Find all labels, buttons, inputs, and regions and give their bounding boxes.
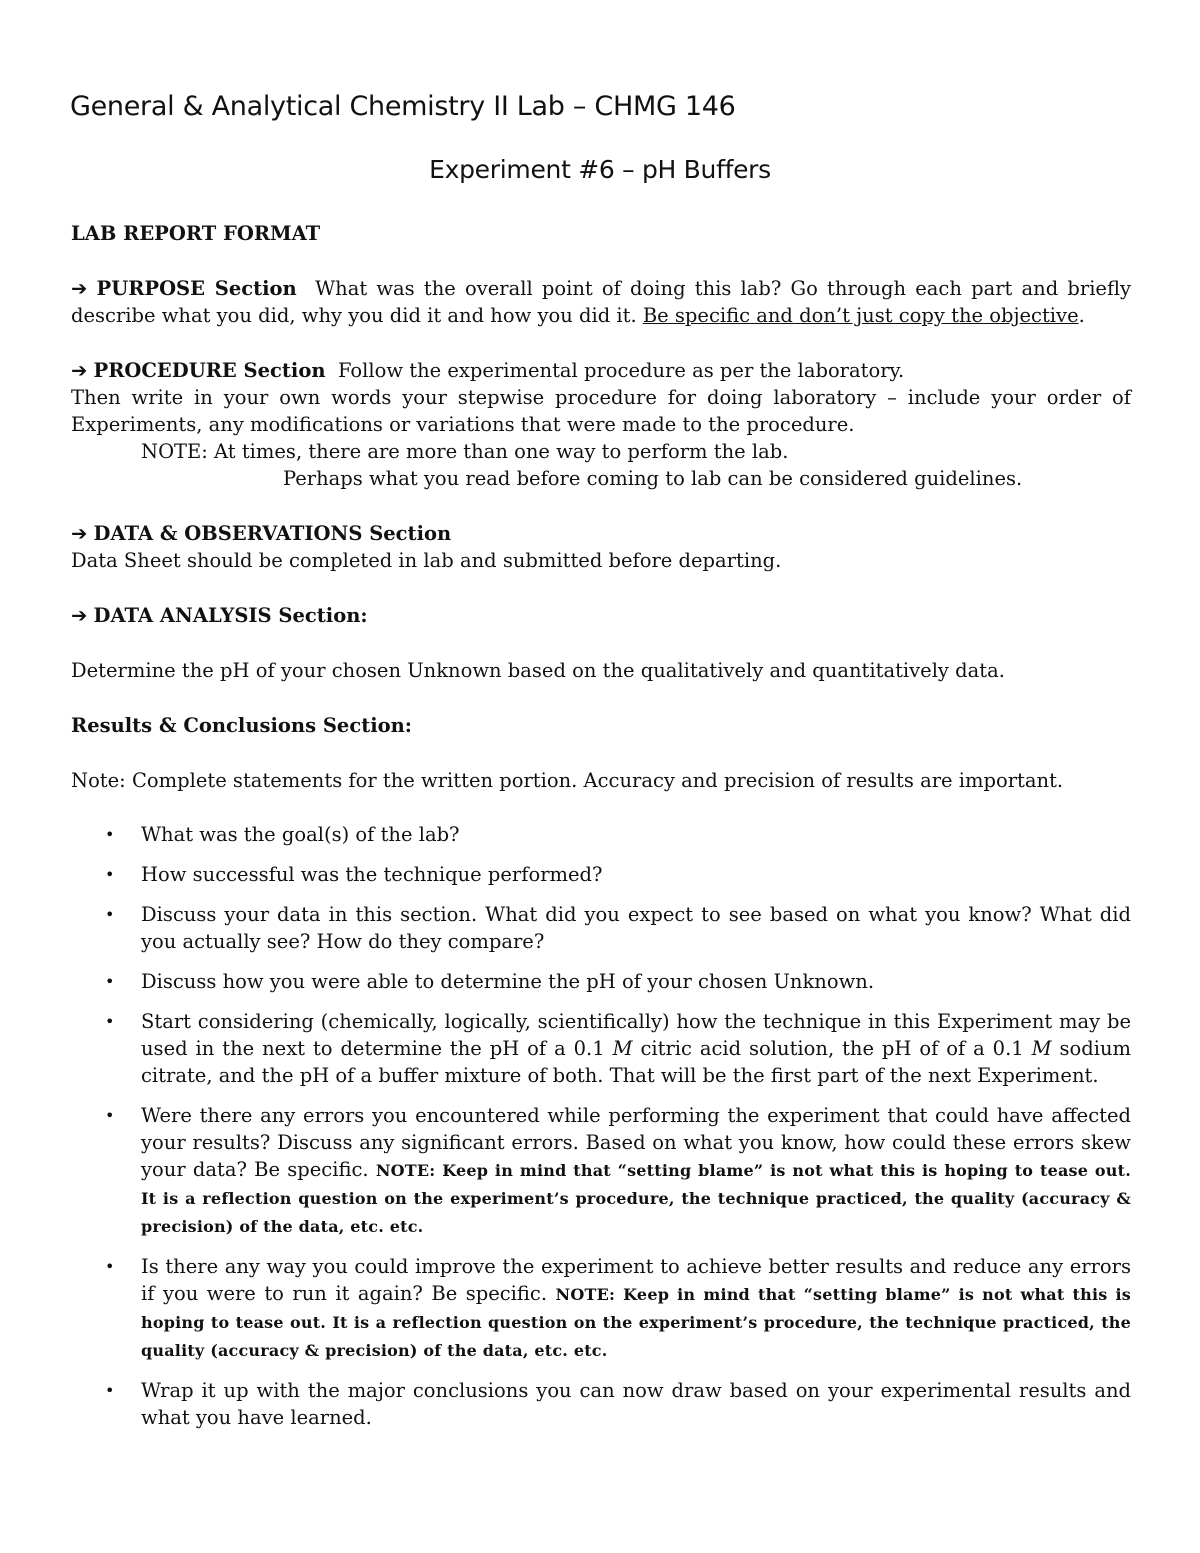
procedure-note-1: NOTE: At times, there are more than one way to perform the lab. [141, 440, 789, 463]
list-item [71, 1377, 1131, 1431]
list-item [71, 901, 1131, 955]
procedure-text-1: Follow the experimental procedure as per the laboratory. [337, 359, 905, 382]
bullet-icon: • [105, 972, 115, 991]
procedure-text-2: Then write in your own words your stepwise procedure for doing laboratory – include your order of Experiments, any modifications or variations that were made to the procedure. [71, 386, 1131, 436]
bullet-icon: • [105, 905, 115, 924]
arrow-right-icon: ➔ [71, 604, 88, 627]
list-item [71, 1253, 1131, 1364]
procedure-note-2: Perhaps what you read before coming to lab can be considered guidelines. [283, 467, 1023, 490]
results-conclusions-label: Results & Conclusions Section: [71, 714, 413, 737]
lab-report-format-heading: LAB REPORT FORMAT [71, 222, 321, 245]
data-observations-text: Data Sheet should be completed in lab and submitted before departing. [71, 549, 782, 572]
bullet-icon: • [105, 1381, 115, 1400]
arrow-right-icon: ➔ [71, 359, 88, 382]
data-observations-section [71, 520, 1131, 547]
bullet-icon: • [105, 1106, 115, 1125]
bullet-text: Discuss your data in this section. What did you expect to see based on what you know? What did you actually see? How do they compare? [141, 903, 1131, 953]
bullet-text-c: sodium citrate, and the pH of a buffer mixture of both. That will be the first part of the next Experiment. [141, 1037, 1132, 1087]
data-analysis-label: DATA ANALYSIS Section: [93, 604, 368, 627]
bullet-text: Is there any way you could improve the experiment to achieve better results and reduce any errors if you were to run it again? Be specific. [141, 1255, 1131, 1305]
bullet-text-a: Start considering (chemically, logically, scientifically) how the technique in this Experiment may be used in the next to determine the pH of a 0.1 [141, 1010, 1131, 1060]
procedure-label: PROCEDURE Section [93, 359, 326, 382]
list-item [71, 1008, 1131, 1089]
report-content [71, 220, 1131, 1444]
bullet-note: NOTE: Keep in mind that “setting blame” is not what this is hoping to tease out. It is a reflection question on the experiment’s procedure, the technique practiced, the quality (accuracy & precision) of the data, etc. etc. [141, 1161, 1132, 1236]
list-item [71, 861, 1131, 888]
bullet-text: How successful was the technique performed? [141, 863, 603, 886]
list-item [71, 1102, 1131, 1240]
molarity-symbol: M [612, 1037, 633, 1060]
bullet-text-b: citric acid solution, the pH of of a 0.1 [632, 1037, 1032, 1060]
bullet-text: Discuss how you were able to determine the pH of your chosen Unknown. [141, 970, 875, 993]
experiment-title: Experiment #6 – pH Buffers [429, 155, 771, 184]
bullet-icon: • [105, 825, 115, 844]
bullet-text: Were there any errors you encountered while performing the experiment that could have affected your results? Discuss any significant errors. Based on what you know, how could these errors skew your data? Be specific. [141, 1104, 1131, 1181]
data-analysis-section [71, 602, 1131, 629]
purpose-text: What was the overall point of doing this lab? Go through each part and briefly describe what you did, why you did it and how you did it. [71, 277, 1131, 327]
results-bullet-list [71, 821, 1131, 1431]
bullet-icon: • [105, 1257, 115, 1276]
data-observations-label: DATA & OBSERVATIONS Section [93, 522, 452, 545]
purpose-section [71, 275, 1131, 329]
bullet-icon: • [105, 1012, 115, 1031]
procedure-section [71, 357, 1131, 384]
data-analysis-text: Determine the pH of your chosen Unknown based on the qualitatively and quantitatively data. [71, 659, 1005, 682]
molarity-symbol: M [1031, 1037, 1052, 1060]
arrow-right-icon: ➔ [71, 522, 88, 545]
purpose-emphasis: Be specific and don’t just copy the objective [642, 304, 1079, 327]
purpose-end: . [1078, 304, 1085, 327]
bullet-note: NOTE: Keep in mind that “setting blame” is not what this is hoping to tease out. It is a reflection question on the experiment’s procedure, the technique practiced, the quality (accuracy & precision) of the data, etc. etc. [141, 1285, 1131, 1360]
list-item [71, 968, 1131, 995]
bullet-text: What was the goal(s) of the lab? [141, 823, 460, 846]
bullet-text: Wrap it up with the major conclusions you can now draw based on your experimental results and what you have learned. [141, 1379, 1131, 1429]
purpose-label: PURPOSE Section [96, 277, 297, 300]
bullet-icon: • [105, 865, 115, 884]
arrow-right-icon: ➔ [71, 277, 88, 300]
results-note: Note: Complete statements for the written portion. Accuracy and precision of results are important. [71, 769, 1064, 792]
list-item [71, 821, 1131, 848]
course-title: General & Analytical Chemistry II Lab – CHMG 146 [70, 91, 736, 122]
